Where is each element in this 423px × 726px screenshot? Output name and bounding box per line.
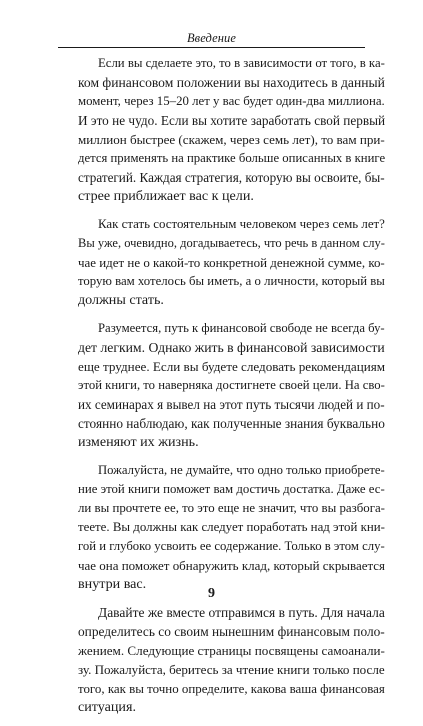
text-line: ком финансовом положении вы находитесь в данный: [78, 75, 385, 90]
text-line: стрее приближает вас к цели.: [78, 188, 254, 204]
text-line: чае идет не о какой-то конкретной денежной сумме, ко-: [78, 255, 385, 270]
text-line: стратегий. Каждая стратегия, которую вы освоите, бы-: [78, 170, 385, 185]
text-line: жением. Следующие страницы посвящены самоанали-: [78, 643, 385, 658]
text-line: Как стать состоятельным человеком через семь лет?: [98, 217, 385, 231]
text-line: изменяют их жизнь.: [78, 434, 199, 450]
text-line: стоянно наблюдаю, как полученные знания буквально: [78, 416, 385, 431]
text-line: Если вы сделаете это, то в зависимости от того, в ка-: [98, 56, 385, 70]
paragraph-2: [58, 215, 385, 310]
page-number: 9: [208, 586, 215, 601]
text-line: теете. Вы должны как следует поработать над этой кни-: [78, 520, 385, 534]
text-line: миллион быстрее (скажем, через семь лет), то вам при-: [78, 132, 385, 147]
text-line: дет легким. Однако жить в финансовой зависимости: [78, 340, 385, 355]
paragraph-3: [58, 319, 386, 452]
text-line: Разумеется, путь к финансовой свободе не всегда бу-: [98, 321, 385, 335]
text-line: ние этой книги поможет вам достичь достатка. Даже ес-: [78, 482, 385, 496]
text-line: гой и глубоко усвоить ее содержание. Только в этом слу-: [78, 539, 385, 553]
text-line: Вы уже, очевидно, догадываетесь, что речь в данном слу-: [78, 236, 385, 250]
paragraph-5: [58, 603, 385, 717]
text-line: зу. Пожалуйста, беритесь за чтение книги только после: [78, 662, 385, 677]
text-line: И это не чудо. Если вы хотите заработать свой первый: [78, 113, 386, 128]
text-line: внутри вас.: [78, 576, 147, 592]
text-line: момент, через 15–20 лет у вас будет один-два миллиона.: [78, 94, 385, 108]
text-line: их семинарах я вывел на этот путь тысячи людей и по-: [78, 397, 385, 412]
text-line: должны стать.: [78, 292, 164, 308]
text-line: ситуация.: [78, 699, 136, 715]
text-line: ли вы прочтете ее, то это еще не значит, что вы разбога-: [78, 501, 385, 515]
text-line: дется применять на практике больше описанных в книге: [78, 151, 386, 165]
text-line: определитесь со своим нынешним финансовым поло-: [78, 624, 385, 639]
paragraph-4: [58, 461, 386, 594]
text-line: чае она поможет обнаружить клад, который скрывается: [78, 558, 386, 573]
header-rule: [58, 47, 365, 48]
running-head: Введение: [186, 31, 237, 45]
body-text: [58, 54, 386, 726]
text-line: того, как вы точно определите, какова ваша финансовая: [78, 681, 385, 696]
text-line: Давайте же вместе отправимся в путь. Для начала: [98, 605, 385, 620]
text-line: торую вам хотелось бы иметь, а о личности, который вы: [78, 274, 385, 288]
text-line: еще труднее. Если вы будете следовать рекомендациям: [78, 359, 386, 374]
paragraph-1: [58, 54, 386, 206]
text-line: этой книги, то наверняка достигнете своей цели. На сво-: [78, 378, 385, 392]
text-line: Пожалуйста, не думайте, что одно только приобрете-: [98, 463, 385, 477]
